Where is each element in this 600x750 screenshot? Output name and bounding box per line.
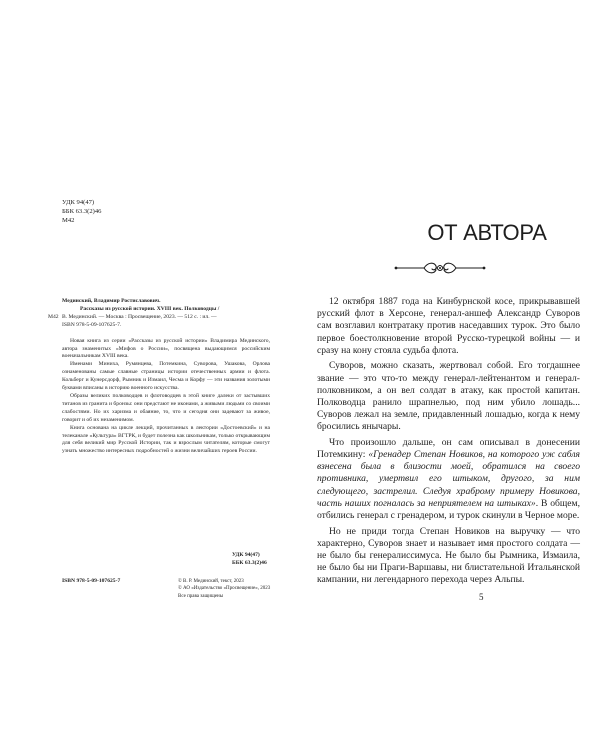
isbn-line: ISBN 978-5-09-107625-7. xyxy=(62,321,122,328)
publication-line: В. Мединский. — Москва : Просвещение, 2023. — 512 с. : ил. — xyxy=(62,313,217,320)
copyright-block xyxy=(178,578,270,600)
annotation-paragraph-3: Образы великих полководцев и флотоводцев в этой книге далеки от застывших титанов из гранита и бронзы: они предстают не иконами, а живыми людьми со своими слабостями. Но их харизма и обаяние, то, что и сегодня они задевают за живое, говорит и об их незаменимом. xyxy=(62,392,270,423)
udk-block-top xyxy=(62,198,101,225)
annotation-paragraph-4: Книга основана на цикле лекций, прочитанных в лектории «Достоевский» и на телеканале «Культура» ВГТРК, и будет полезна как школьникам, только открывающим для себя великий мир Русской Истории, так и взрослым читателям, которые смогут узнать множество интересных подробностей о жизни величайших героев России. xyxy=(62,424,270,455)
body-paragraph-4: Но не приди тогда Степан Новиков на выручку — что характерно, Суворов знает и называет имя простого солдата — не было бы генералиссимуса. Не было бы Рымника, Измаила, не было бы ни Праги-Варшавы, ни блистательной Итальянской кампании, ни легендарного перехода через Альпы. xyxy=(317,525,580,586)
bbk-line-bottom: ББК 63.3(2)46 xyxy=(232,560,267,566)
author-mark: М42 xyxy=(62,217,75,224)
page-number: 5 xyxy=(479,592,484,602)
author-mark-inline: М42 xyxy=(48,313,59,320)
annotation-paragraph-2: Именами Миниха, Румянцева, Потемкина, Суворова, Ушакова, Орлова ознаменованы самые славные страницы истории отечественных армии и флота. Кольберг и Кунерсдорф, Рымник и Измаил, Чесма и Корфу — эти названия золотыми буквами вписаны в историю военного искусства. xyxy=(62,361,270,392)
decorative-divider-icon xyxy=(393,259,487,282)
udk-line-bottom: УДК 94(47) xyxy=(232,552,260,558)
udk-block-bottom xyxy=(232,551,267,567)
bbk-line: ББК 63.3(2)46 xyxy=(62,208,102,215)
chapter-title: ОТ АВТОРА xyxy=(427,220,547,245)
bibliographic-record xyxy=(48,298,270,456)
copyright-line: © АО «Издательство «Просвещение», 2023 xyxy=(178,586,271,592)
paragraph-3-intro: Что произошло дальше, он сам описывал в донесении Потемкину: xyxy=(317,436,580,461)
copyright-line: © В. Р. Мединский, текст, 2023 xyxy=(178,579,244,584)
isbn-bottom: ISBN 978-5-09-107625-7 xyxy=(62,578,121,584)
paragraph-3-end: . В общем, отбились генерал с гренадером, и турок скинули в Черное море. xyxy=(317,497,581,522)
body-paragraph-2: Суворов, можно сказать, жертвовал собой. Его тогдашнее звание — это что-то между генерал-лейтенантом и генерал-полковником, а он вел солдат в атаку, как простой капитан. Полководца ранило шрапнелью, под ним убило лошадь... Суворов лежал на земле, придавленный лошадью, когда к нему бросились янычары. xyxy=(317,360,580,433)
publication-row xyxy=(48,313,270,322)
body-paragraph-1: 12 октября 1887 года на Кинбурнской косе, прикрывавшей русский флот в Херсоне, генерал-аншеф Александр Суворов сам возглавил контратаку против наседавших турок. Это было первое боестолкновение второй Русско-турецкой войны — и сразу на кону стояла судьба флота. xyxy=(317,296,580,356)
chapter-body xyxy=(317,296,580,590)
annotation-paragraph-1: Новая книга из серии «Рассказы из русской истории» Владимира Мединского, автора знаменитых «Мифов о России», посвящена выдающимся российским военачальникам XVIII века. xyxy=(62,337,270,360)
body-paragraph-3 xyxy=(317,437,580,522)
report-quote: «Гренадер Степан Новиков, на которого уж сабля взнесена была в близости моей, обратился на своего противника, умертвил его штыком, другого, за ним следующего, застрелил. Следуя храброму примеру Новикова, часть наших погналась за неприятелем на штыках» xyxy=(317,449,580,509)
author-name: Мединский, Владимир Ростиславович. xyxy=(62,298,161,304)
copyright-line: Все права защищены xyxy=(178,593,224,599)
udk-line: УДК 94(47) xyxy=(62,199,95,206)
book-title-line: Рассказы из русской истории. XVIII век. Полководцы / xyxy=(80,305,220,312)
